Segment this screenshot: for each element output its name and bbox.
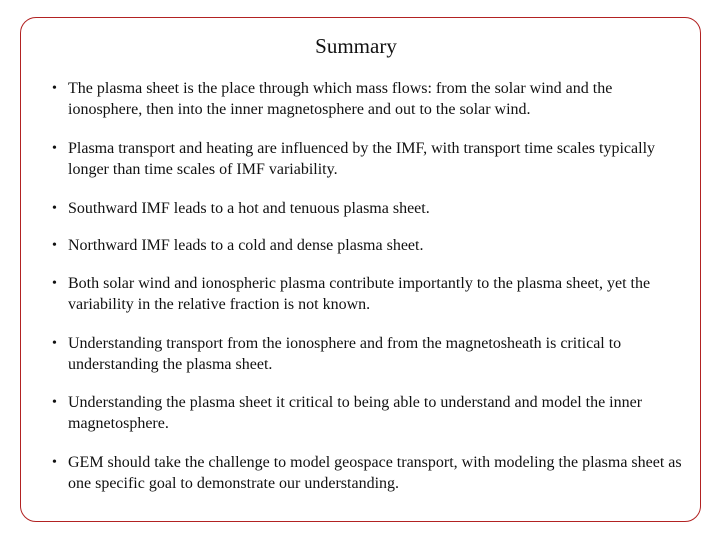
list-item <box>50 138 690 180</box>
bullet-icon: • <box>52 141 57 156</box>
bullet-text: Northward IMF leads to a cold and dense plasma sheet. <box>68 237 424 254</box>
list-item <box>50 333 690 375</box>
list-item <box>50 198 690 219</box>
bullet-icon: • <box>52 238 57 253</box>
bullet-icon: • <box>52 81 57 96</box>
bullet-icon: • <box>52 201 57 216</box>
list-item <box>50 273 690 315</box>
bullet-text: Both solar wind and ionospheric plasma contribute importantly to the plasma sheet, yet the variability in the relative fraction is not known. <box>68 275 651 313</box>
list-item <box>50 392 690 434</box>
bullet-text: The plasma sheet is the place through which mass flows: from the solar wind and the ionosphere, then into the inner magnetosphere and out to the solar wind. <box>68 80 613 118</box>
bullet-text: GEM should take the challenge to model geospace transport, with modeling the plasma sheet as one specific goal to demonstrate our understanding. <box>68 454 682 492</box>
list-item <box>50 235 690 256</box>
bullet-icon: • <box>52 455 57 470</box>
bullet-icon: • <box>52 395 57 410</box>
bullet-text: Plasma transport and heating are influenced by the IMF, with transport time scales typically longer than time scales of IMF variability. <box>68 140 656 178</box>
bullet-text: Understanding transport from the ionosphere and from the magnetosheath is critical to understanding the plasma sheet. <box>68 335 622 373</box>
bullet-text: Understanding the plasma sheet it critical to being able to understand and model the inner magnetosphere. <box>68 394 643 432</box>
list-item <box>50 452 690 494</box>
bullet-icon: • <box>52 276 57 291</box>
bullet-icon: • <box>52 336 57 351</box>
page-title: Summary <box>315 34 397 58</box>
bullet-text: Southward IMF leads to a hot and tenuous plasma sheet. <box>68 200 430 217</box>
list-item <box>50 78 690 120</box>
